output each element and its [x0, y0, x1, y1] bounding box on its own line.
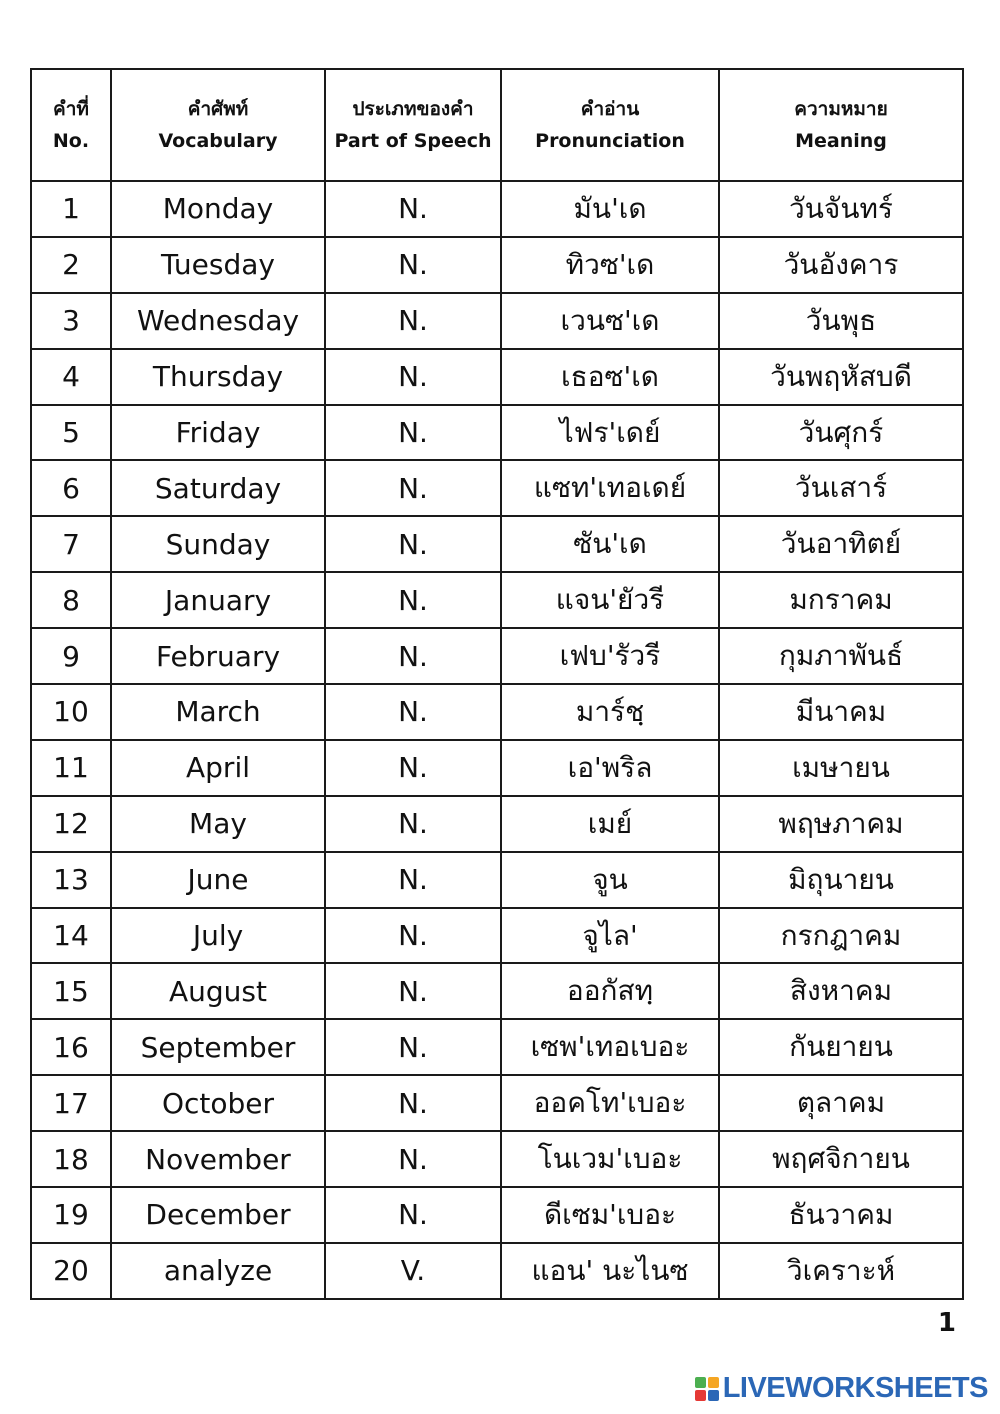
cell-word: March: [111, 684, 325, 740]
cell-meaning: มิถุนายน: [719, 852, 963, 908]
cell-pronunciation: ซัน'เด: [501, 516, 719, 572]
cell-word: analyze: [111, 1243, 325, 1299]
cell-part-of-speech: N.: [325, 460, 501, 516]
cell-meaning: วันเสาร์: [719, 460, 963, 516]
cell-word: February: [111, 628, 325, 684]
table-row: [31, 237, 963, 293]
cell-pronunciation: ออคโท'เบอะ: [501, 1075, 719, 1131]
cell-word: July: [111, 908, 325, 964]
table-row: [31, 181, 963, 237]
table-row: [31, 963, 963, 1019]
vocabulary-table: [30, 68, 964, 1300]
cell-word: Saturday: [111, 460, 325, 516]
cell-word: June: [111, 852, 325, 908]
cell-part-of-speech: N.: [325, 181, 501, 237]
cell-word: January: [111, 572, 325, 628]
cell-meaning: วิเคราะห์: [719, 1243, 963, 1299]
cell-word: September: [111, 1019, 325, 1075]
table-row: [31, 796, 963, 852]
cell-part-of-speech: N.: [325, 852, 501, 908]
cell-meaning: วันอาทิตย์: [719, 516, 963, 572]
cell-part-of-speech: N.: [325, 963, 501, 1019]
cell-word: August: [111, 963, 325, 1019]
cell-word: November: [111, 1131, 325, 1187]
table-row: [31, 572, 963, 628]
cell-no: 15: [31, 963, 111, 1019]
cell-no: 8: [31, 572, 111, 628]
cell-no: 14: [31, 908, 111, 964]
cell-pronunciation: เฟบ'รัวรี: [501, 628, 719, 684]
cell-meaning: มกราคม: [719, 572, 963, 628]
cell-pronunciation: เธอซ'เด: [501, 349, 719, 405]
cell-part-of-speech: N.: [325, 1019, 501, 1075]
cell-no: 20: [31, 1243, 111, 1299]
cell-no: 10: [31, 684, 111, 740]
table-row: [31, 1019, 963, 1075]
table-row: [31, 852, 963, 908]
header-pronunciation: คำอ่าน Pronunciation: [501, 69, 719, 181]
logo-square-green: [695, 1377, 706, 1388]
cell-word: May: [111, 796, 325, 852]
cell-pronunciation: มัน'เด: [501, 181, 719, 237]
cell-part-of-speech: N.: [325, 796, 501, 852]
cell-no: 13: [31, 852, 111, 908]
cell-part-of-speech: N.: [325, 572, 501, 628]
cell-no: 18: [31, 1131, 111, 1187]
cell-meaning: ตุลาคม: [719, 1075, 963, 1131]
cell-word: Monday: [111, 181, 325, 237]
cell-word: Thursday: [111, 349, 325, 405]
cell-no: 4: [31, 349, 111, 405]
cell-word: Friday: [111, 405, 325, 461]
page-number: 1: [937, 1308, 956, 1338]
cell-no: 6: [31, 460, 111, 516]
cell-no: 3: [31, 293, 111, 349]
cell-word: Sunday: [111, 516, 325, 572]
cell-part-of-speech: N.: [325, 628, 501, 684]
cell-pronunciation: โนเวม'เบอะ: [501, 1131, 719, 1187]
cell-no: 11: [31, 740, 111, 796]
cell-pronunciation: เซพ'เทอเบอะ: [501, 1019, 719, 1075]
cell-meaning: สิงหาคม: [719, 963, 963, 1019]
table-row: [31, 1075, 963, 1131]
cell-pronunciation: ไฟร'เดย์: [501, 405, 719, 461]
cell-pronunciation: ดีเซม'เบอะ: [501, 1187, 719, 1243]
cell-meaning: กันยายน: [719, 1019, 963, 1075]
cell-part-of-speech: N.: [325, 908, 501, 964]
cell-meaning: พฤษภาคม: [719, 796, 963, 852]
table-row: [31, 405, 963, 461]
cell-no: 12: [31, 796, 111, 852]
brand-name: LIVEWORKSHEETS: [722, 1372, 988, 1404]
cell-part-of-speech: N.: [325, 1075, 501, 1131]
cell-pronunciation: เวนซ'เด: [501, 293, 719, 349]
cell-word: October: [111, 1075, 325, 1131]
cell-no: 1: [31, 181, 111, 237]
cell-pronunciation: แซท'เทอเดย์: [501, 460, 719, 516]
table-row: [31, 349, 963, 405]
logo-square-orange: [708, 1377, 719, 1388]
cell-part-of-speech: N.: [325, 1131, 501, 1187]
cell-meaning: วันพฤหัสบดี: [719, 349, 963, 405]
table-row: [31, 740, 963, 796]
cell-no: 2: [31, 237, 111, 293]
cell-word: December: [111, 1187, 325, 1243]
cell-meaning: มีนาคม: [719, 684, 963, 740]
cell-part-of-speech: N.: [325, 237, 501, 293]
cell-meaning: วันจันทร์: [719, 181, 963, 237]
logo-square-red: [695, 1390, 706, 1401]
cell-no: 7: [31, 516, 111, 572]
cell-no: 5: [31, 405, 111, 461]
table-row: [31, 1187, 963, 1243]
cell-no: 17: [31, 1075, 111, 1131]
cell-word: Wednesday: [111, 293, 325, 349]
table-row: [31, 908, 963, 964]
liveworksheets-logo-icon: [695, 1377, 719, 1401]
header-no: คำที่ No.: [31, 69, 111, 181]
logo-square-blue: [708, 1390, 719, 1401]
header-part-of-speech: ประเภทของคำ Part of Speech: [325, 69, 501, 181]
table-row: [31, 628, 963, 684]
header-meaning: ความหมาย Meaning: [719, 69, 963, 181]
cell-part-of-speech: N.: [325, 740, 501, 796]
cell-pronunciation: เมย์: [501, 796, 719, 852]
cell-no: 19: [31, 1187, 111, 1243]
table-row: [31, 684, 963, 740]
cell-part-of-speech: N.: [325, 516, 501, 572]
cell-pronunciation: แอน' นะไนซ: [501, 1243, 719, 1299]
cell-no: 9: [31, 628, 111, 684]
cell-pronunciation: จูไล': [501, 908, 719, 964]
cell-pronunciation: จูน: [501, 852, 719, 908]
cell-part-of-speech: V.: [325, 1243, 501, 1299]
cell-meaning: กุมภาพันธ์: [719, 628, 963, 684]
cell-meaning: เมษายน: [719, 740, 963, 796]
cell-meaning: กรกฎาคม: [719, 908, 963, 964]
table-row: [31, 293, 963, 349]
cell-part-of-speech: N.: [325, 684, 501, 740]
header-row: [31, 69, 963, 181]
cell-meaning: วันพุธ: [719, 293, 963, 349]
liveworksheets-brand[interactable]: [695, 1372, 988, 1405]
cell-part-of-speech: N.: [325, 1187, 501, 1243]
cell-meaning: วันอังคาร: [719, 237, 963, 293]
cell-pronunciation: แจน'ยัวรี: [501, 572, 719, 628]
cell-pronunciation: ออกัสทฺ: [501, 963, 719, 1019]
cell-word: Tuesday: [111, 237, 325, 293]
cell-part-of-speech: N.: [325, 293, 501, 349]
cell-pronunciation: ทิวซ'เด: [501, 237, 719, 293]
cell-word: April: [111, 740, 325, 796]
cell-pronunciation: มาร์ชฺ: [501, 684, 719, 740]
cell-part-of-speech: N.: [325, 405, 501, 461]
cell-meaning: ธันวาคม: [719, 1187, 963, 1243]
header-vocabulary: คำศัพท์ Vocabulary: [111, 69, 325, 181]
table-row: [31, 460, 963, 516]
cell-meaning: วันศุกร์: [719, 405, 963, 461]
table-row: [31, 516, 963, 572]
vocabulary-rows: [31, 181, 963, 1299]
cell-pronunciation: เอ'พริล: [501, 740, 719, 796]
cell-part-of-speech: N.: [325, 349, 501, 405]
cell-meaning: พฤศจิกายน: [719, 1131, 963, 1187]
table-row: [31, 1131, 963, 1187]
table-row: [31, 1243, 963, 1299]
cell-no: 16: [31, 1019, 111, 1075]
